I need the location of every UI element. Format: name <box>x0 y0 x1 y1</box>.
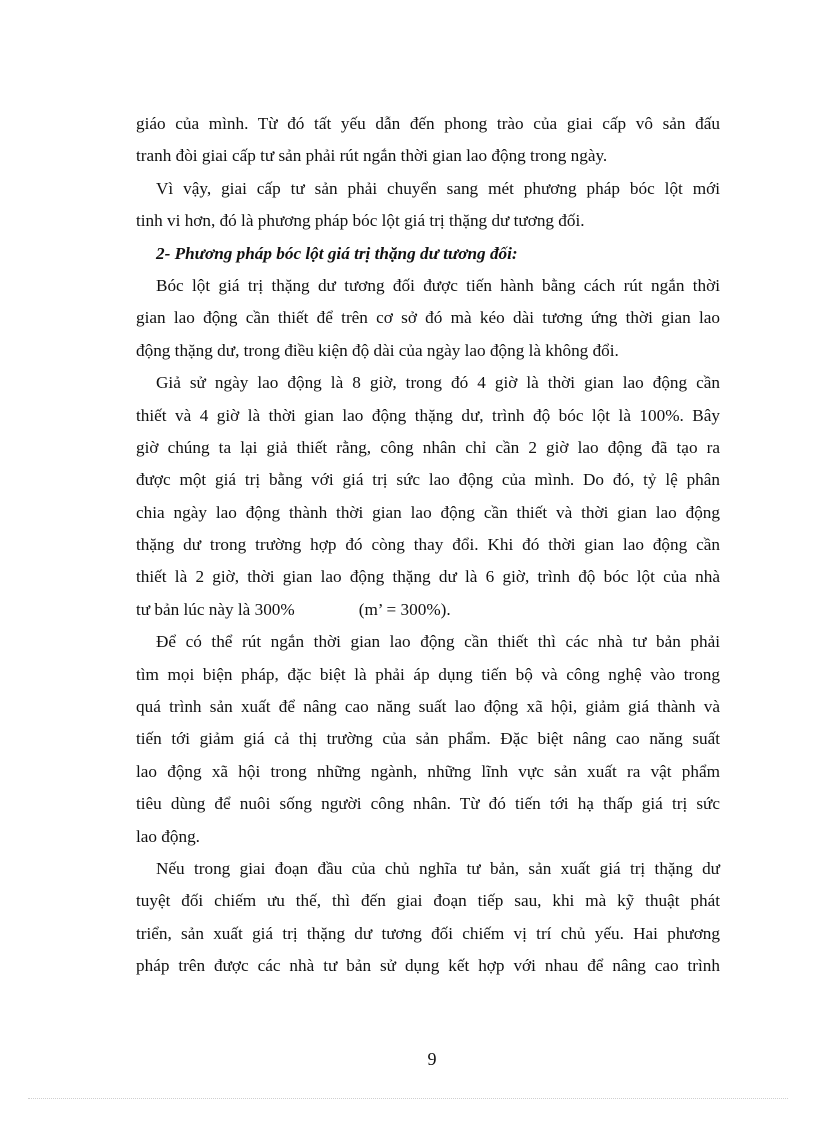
text-line: được một giá trị bằng với giá trị sức lao động của mình. Do đó, tỷ lệ phân <box>136 470 720 490</box>
text-line: thiết và 4 giờ là thời gian lao động thặng dư, trình độ bóc lột là 100%. Bây <box>136 405 720 425</box>
text-line: tranh đòi giai cấp tư sản phải rút ngắn thời gian lao động trong ngày. <box>136 146 608 166</box>
text-line: gian lao động cần thiết để trên cơ sở đó mà kéo dài tương ứng thời gian lao <box>136 308 720 328</box>
paragraph-start-line: Nếu trong giai đoạn đầu của chủ nghĩa tư bản, sản xuất giá trị thặng dư <box>156 858 720 878</box>
text-line <box>136 594 720 626</box>
text-line: giờ chúng ta lại giả thiết rằng, công nhân chỉ cần 2 giờ lao động đã tạo ra <box>136 437 720 457</box>
text-line: pháp trên được các nhà tư bản sử dụng kết hợp với nhau để nâng cao trình <box>136 956 720 976</box>
text-line: lao động xã hội trong những ngành, những lĩnh vực sản xuất ra vật phẩm <box>136 761 720 781</box>
text-line: lao động. <box>136 826 200 846</box>
paragraph-start-line: Để có thể rút ngắn thời gian lao động cần thiết thì các nhà tư bản phải <box>156 632 720 652</box>
formula-text: (m’ = 300%). <box>358 599 451 619</box>
page-bottom-divider <box>28 1098 788 1099</box>
text-line: triển, sản xuất giá trị thặng dư tương đối chiếm vị trí chủ yếu. Hai phương <box>136 923 720 943</box>
text-line: động thặng dư, trong điều kiện độ dài của ngày lao động là không đổi. <box>136 340 619 360</box>
text-line: quá trình sản xuất để nâng cao năng suất lao động xã hội, giảm giá thành và <box>136 697 720 717</box>
text-line: giáo của mình. Từ đó tất yếu dẫn đến phong trào của giai cấp vô sản đấu <box>136 114 720 133</box>
text-line: tuyệt đối chiếm ưu thế, thì đến giai đoạn tiếp sau, khi mà kỹ thuật phát <box>136 891 720 911</box>
text-line: thặng dư trong trường hợp đó còng thay đổi. Khi đó thời gian lao động cần <box>136 535 720 555</box>
paragraph-start-line: Giả sử ngày lao động là 8 giờ, trong đó 4 giờ là thời gian lao động cần <box>156 373 720 393</box>
document-body <box>136 108 720 983</box>
page-number: 9 <box>427 1049 437 1069</box>
exploitation-rate-text: tư bản lúc này là 300% <box>136 599 295 619</box>
section-heading: 2- Phương pháp bóc lột giá trị thặng dư tương đối: <box>156 243 518 263</box>
text-line: tiến tới giảm giá cả thị trường của sản phẩm. Đặc biệt nâng cao năng suất <box>136 729 720 749</box>
paragraph-start-line: Bóc lột giá trị thặng dư tương đối được tiến hành bằng cách rút ngắn thời <box>156 275 720 295</box>
text-line: chia ngày lao động thành thời gian lao động cần thiết và thời gian lao động <box>136 502 720 522</box>
text-line: thiết là 2 giờ, thời gian lao động thặng dư là 6 giờ, trình độ bóc lột của nhà <box>136 567 720 587</box>
text-line: tiêu dùng để nuôi sống người công nhân. Từ đó tiến tới hạ thấp giá trị sức <box>136 794 720 814</box>
paragraph-start-line: Vì vậy, giai cấp tư sản phải chuyển sang mét phương pháp bóc lột mới <box>156 178 720 198</box>
text-line: tìm mọi biện pháp, đặc biệt là phải áp dụng tiến bộ và công nghệ vào trong <box>136 664 720 684</box>
text-line: tinh vi hơn, đó là phương pháp bóc lột giá trị thặng dư tương đối. <box>136 211 585 231</box>
